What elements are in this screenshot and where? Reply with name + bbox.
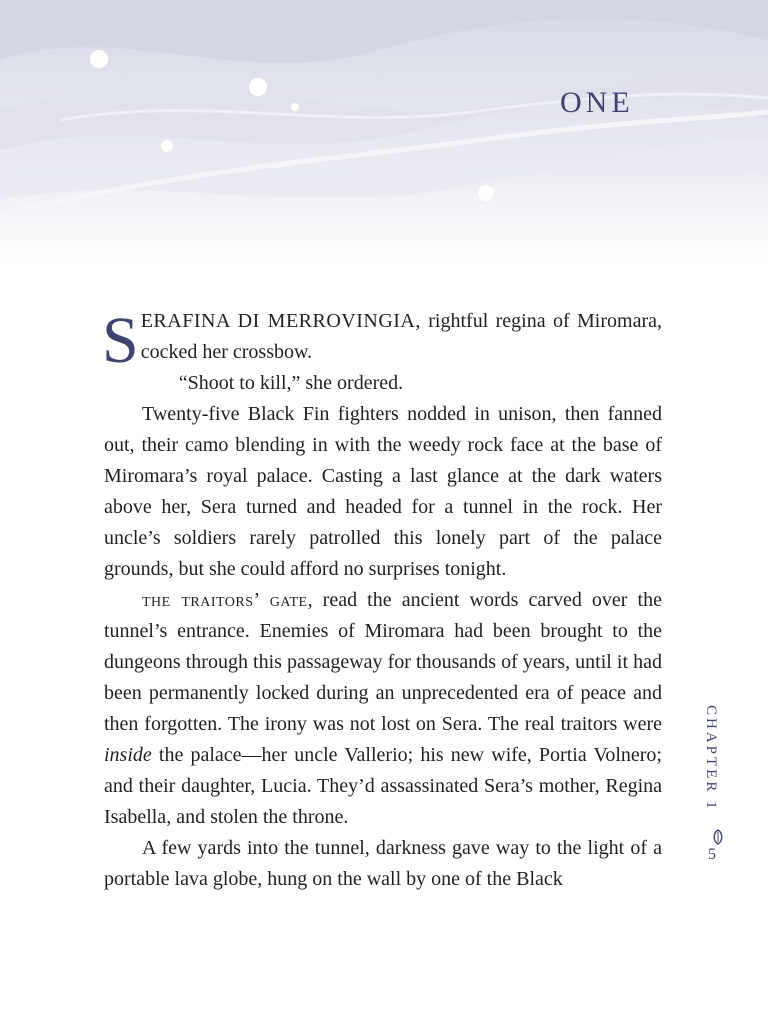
water-wave-header-art <box>0 0 768 260</box>
chapter-heading: ONE <box>560 86 634 119</box>
paragraph: “Shoot to kill,” she ordered. <box>178 372 404 394</box>
paragraph: Twenty-five Black Fin fighters nodded in unison, then fanned out, their camo blending in with the weedy rock face at the base of Miromara’s royal palace. Casting a last glance at the dark waters above her, Sera turned and headed for a tunnel in the rock. Her uncle’s soldiers rarely patrolled this lonely part of the palace grounds, but she could afford no surprises tonight. <box>104 403 662 580</box>
paragraph <box>102 304 662 377</box>
running-chapter-label <box>689 705 749 875</box>
paragraph: A few yards into the tunnel, darkness gave way to the light of a portable lava globe, hung on the wall by one of the Black <box>104 837 662 890</box>
page-number: 5 <box>708 846 716 863</box>
inscription-text: the traitors’ gate <box>142 589 308 611</box>
paragraph <box>104 585 662 833</box>
paragraph-text: the palace—her uncle Vallerio; his new wife, Portia Volnero; and their daughter, Lucia. They’d assassinated Sera’s mother, Regina Isabella, and stolen the throne. <box>104 744 662 828</box>
drop-cap: S <box>102 304 139 377</box>
shell-ornament-icon <box>711 829 725 845</box>
paragraph-text: , read the ancient words carved over the tunnel’s entrance. Enemies of Miromara had been brought to the dungeons through this passageway for thousands of years, until it had been permanently locked during an unprecedented era of peace and then forgotten. The irony was not lost on Sera. The real traitors were <box>104 589 662 735</box>
emphasis-text: inside <box>104 744 152 766</box>
paragraph-text: rightful regina of Miromara, cocked her crossbow. <box>140 310 662 363</box>
chapter-body-text <box>104 306 662 895</box>
opening-words: ERAFINA DI MERROVINGIA, <box>140 310 421 332</box>
chapter-label-text: CHAPTER 1 <box>703 705 719 812</box>
